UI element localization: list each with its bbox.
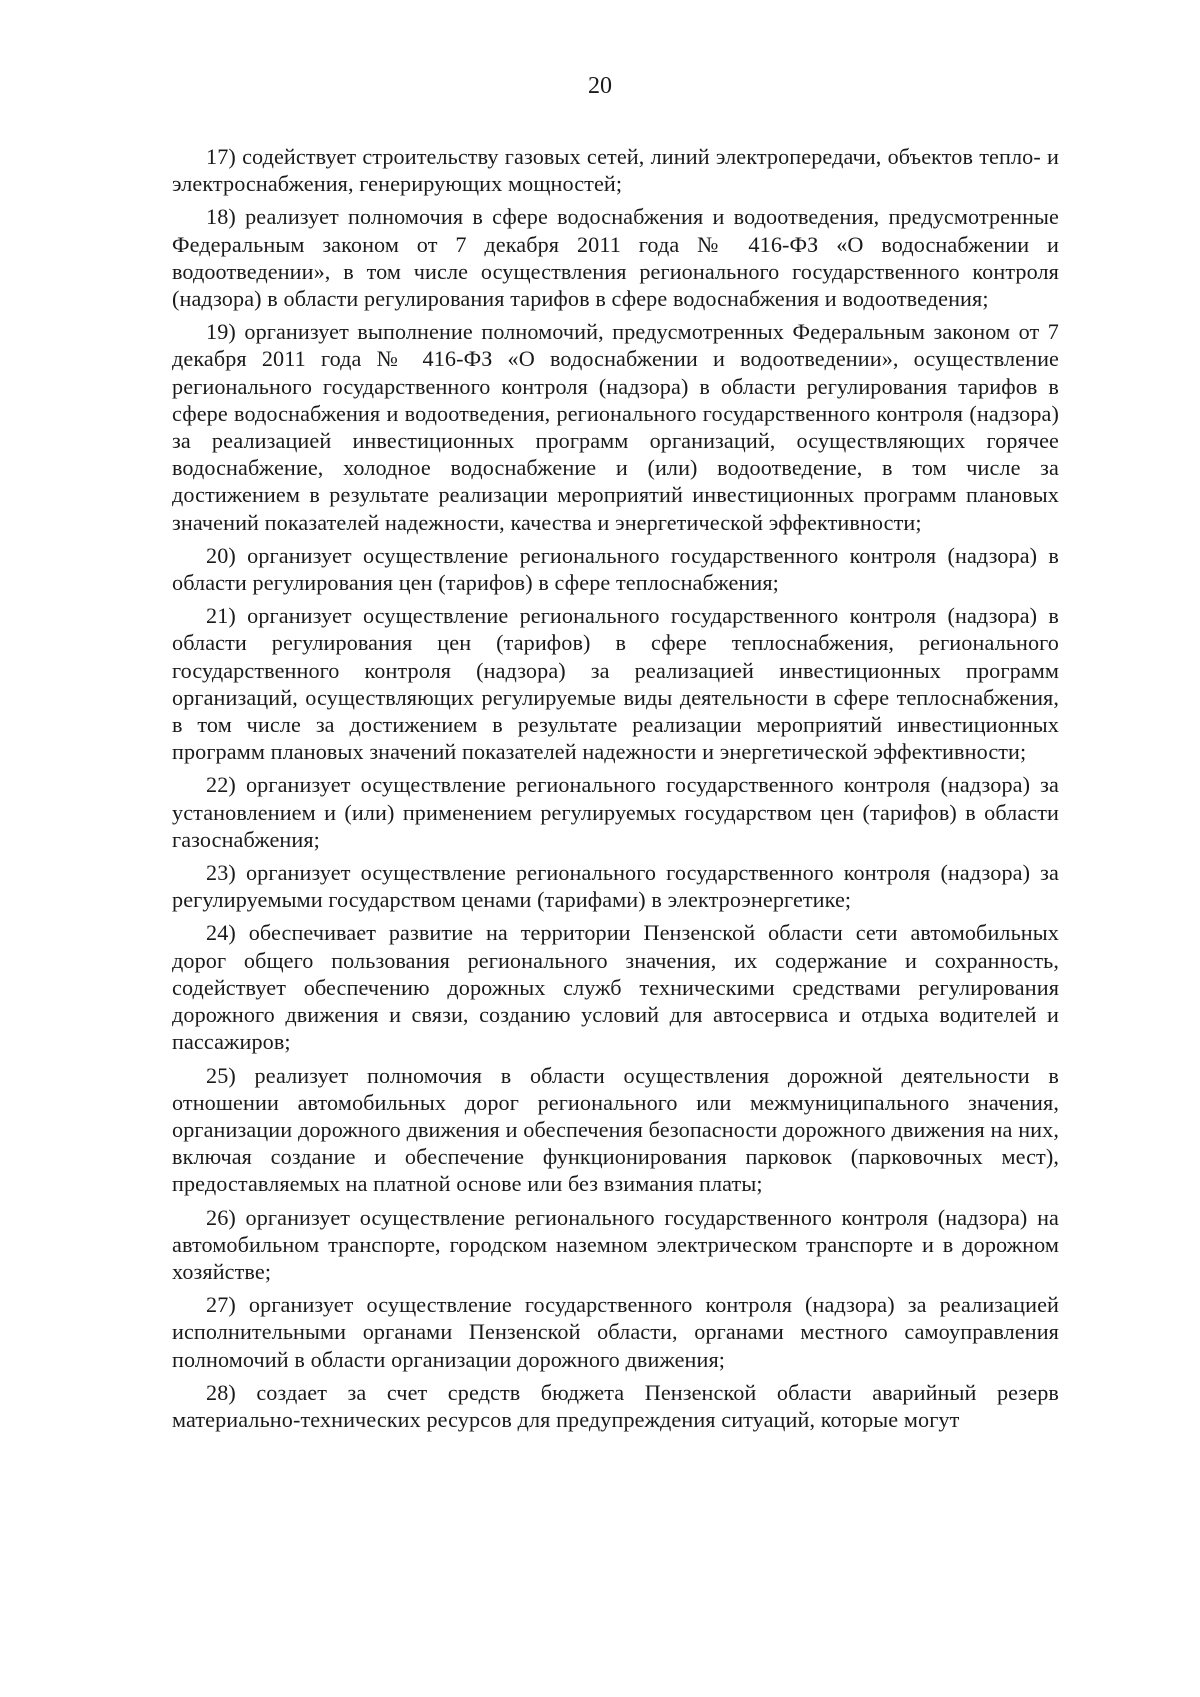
- paragraph-item-25: 25) реализует полномочия в области осуществления дорожной деятельности в отношении автомобильных дорог регионального или межмуниципального значения, организации дорожного движения и обеспечения безопасности дорожного движения на них, включая создание и обеспечение функционирования парковок (парковочных мест), предоставляемых на платной основе или без взимания платы;: [172, 1062, 1059, 1197]
- page-number: 20: [588, 73, 612, 99]
- paragraph-item-27: 27) организует осуществление государственного контроля (надзора) за реализацией исполнительными органами Пензенской области, органами местного самоуправления полномочий в области организации дорожного движения;: [172, 1292, 1059, 1372]
- paragraph-item-28: 28) создает за счет средств бюджета Пензенской области аварийный резерв материально-технических ресурсов для предупреждения ситуаций, которые могут: [172, 1379, 1059, 1432]
- paragraph-item-18: 18) реализует полномочия в сфере водоснабжения и водоотведения, предусмотренные Федеральным законом от 7 декабря 2011 года № 416-ФЗ «О водоснабжении и водоотведении», в том числе осуществления регионального государственного контроля (надзора) в области регулирования тарифов в сфере водоснабжения и водоотведения;: [172, 204, 1059, 312]
- paragraph-item-22: 22) организует осуществление регионального государственного контроля (надзора) за установлением и (или) применением регулируемых государством цен (тарифов) в области газоснабжения;: [172, 772, 1059, 852]
- paragraph-item-24: 24) обеспечивает развитие на территории Пензенской области сети автомобильных дорог общего пользования регионального значения, их содержание и сохранность, содействует обеспечению дорожных служб техническими средствами регулирования дорожного движения и связи, созданию условий для автосервиса и отдыха водителей и пассажиров;: [172, 920, 1059, 1055]
- paragraph-item-26: 26) организует осуществление регионального государственного контроля (надзора) на автомобильном транспорте, городском наземном электрическом транспорте и в дорожном хозяйстве;: [172, 1204, 1059, 1284]
- paragraph-item-23: 23) организует осуществление регионального государственного контроля (надзора) за регулируемыми государством ценами (тарифами) в электроэнергетике;: [172, 860, 1059, 913]
- paragraph-item-17: 17) содействует строительству газовых сетей, линий электропередачи, объектов тепло- и электроснабжения, генерирующих мощностей;: [172, 144, 1059, 197]
- paragraph-item-19: 19) организует выполнение полномочий, предусмотренных Федеральным законом от 7 декабря 2011 года № 416-ФЗ «О водоснабжении и водоотведении», осуществление регионального государственного контроля (надзора) в области регулирования тарифов в сфере водоснабжения и водоотведения, регионального государственного контроля (надзора) за реализацией инвестиционных программ организаций, осуществляющих горячее водоснабжение, холодное водоснабжение и (или) водоотведение, в том числе за достижением в результате реализации мероприятий инвестиционных программ плановых значений показателей надежности, качества и энергетической эффективности;: [172, 319, 1059, 535]
- paragraph-item-20: 20) организует осуществление регионального государственного контроля (надзора) в области регулирования цен (тарифов) в сфере теплоснабжения;: [172, 542, 1059, 596]
- document-body: [172, 143, 1059, 1439]
- paragraph-item-21: 21) организует осуществление регионального государственного контроля (надзора) в области регулирования цен (тарифов) в сфере теплоснабжения, регионального государственного контроля (надзора) за реализацией инвестиционных программ организаций, осуществляющих регулируемые виды деятельности в сфере теплоснабжения, в том числе за достижением в результате реализации мероприятий инвестиционных программ плановых значений показателей надежности и энергетической эффективности;: [172, 603, 1059, 765]
